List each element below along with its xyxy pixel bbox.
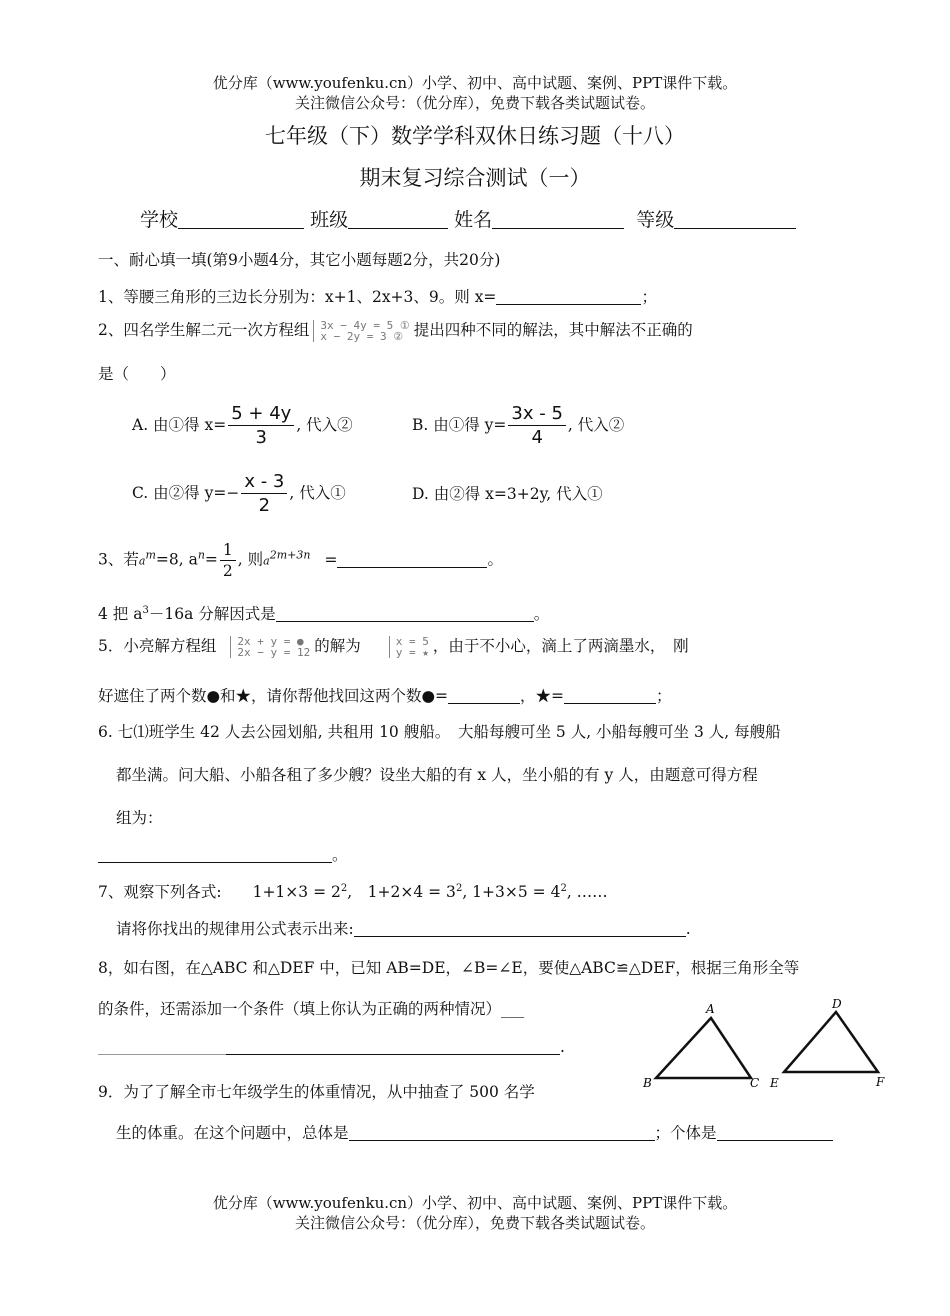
q8-answer-field-2[interactable]	[226, 1039, 560, 1056]
q1-answer-field[interactable]	[496, 289, 641, 306]
q4-answer-field[interactable]	[276, 606, 534, 623]
q9-population-field[interactable]	[349, 1125, 655, 1142]
question-6-line-1: 6. 七⑴班学生 42 人去公园划船, 共租用 10 艘船。 大船每艘可坐 5 人, 小船每艘可坐 3 人, 每艘船	[98, 723, 781, 741]
question-5: 5．小亮解方程组 2x + y = ● 2x − y = 12 的解为 x = 5 y = ★ ，由于不小心，滴上了两滴墨水， 刚	[98, 635, 689, 659]
name-field[interactable]	[492, 209, 624, 229]
option-d[interactable]: D. 由②得 x=3+2y, 代入①	[412, 485, 603, 503]
page-subtitle: 期末复习综合测试（一）	[359, 166, 591, 190]
triangle-def	[784, 1012, 878, 1072]
q3-answer-field[interactable]	[337, 551, 487, 568]
question-8-line-2: 的条件，还需添加一个条件（填上你认为正确的两种情况）___	[98, 1000, 525, 1018]
school-field[interactable]	[178, 209, 304, 229]
question-7-line-2: 请将你找出的规律用公式表示出来: .	[116, 920, 691, 938]
class-field[interactable]	[348, 209, 448, 229]
class-label: 班级	[310, 209, 349, 231]
student-info-line	[140, 205, 796, 232]
question-8-line-1: 8，如右图，在△ABC 和△DEF 中，已知 AB=DE，∠B=∠E，要使△ABC≌△DEF，根据三角形全等	[98, 959, 800, 977]
footer-line-2: 关注微信公众号：（优分库），免费下载各类试题试卷。	[294, 1214, 655, 1232]
dot-answer-field[interactable]	[448, 688, 520, 705]
question-2: 2、四名学生解二元一次方程组 3x − 4y = 5 ① x − 2y = 3 ② 提出四种不同的解法，其中解法不正确的	[98, 319, 693, 343]
option-a[interactable]: A. 由①得 x= $\frac{5 + 4y}{3}$ , 代入②	[132, 403, 353, 449]
q8-answer-field-1[interactable]	[98, 1039, 226, 1056]
question-9-line-2: 生的体重。在这个问题中，总体是 ；个体是	[116, 1121, 833, 1143]
name-label: 姓名	[454, 209, 493, 231]
question-7-line-1: 7、观察下列各式: $1+1\times 3 = 2^2$, $1+2\times 4 = 3^2$, $1+3\times 5 = 4^2$, ……	[98, 882, 608, 901]
option-b[interactable]: B. 由①得 y= $\frac{3x - 5}{4}$ , 代入②	[412, 403, 625, 449]
footer-line-1: 优分库（www.youfenku.cn）小学、初中、高中试题、案例、PPT课件下载。	[212, 1194, 738, 1212]
q7-answer-field[interactable]	[354, 921, 686, 938]
question-9-line-1: 9．为了了解全市七年级学生的体重情况，从中抽查了 500 名学	[98, 1083, 535, 1101]
header-line-1: 优分库（www.youfenku.cn）小学、初中、高中试题、案例、PPT课件下载。	[212, 74, 738, 92]
label-d: D	[832, 997, 842, 1011]
question-4: 4 把 $a^3-16a$ 分解因式是 。	[98, 604, 550, 623]
grade-field[interactable]	[674, 209, 796, 229]
option-c[interactable]: C. 由②得 y=− $\frac{x - 3}{2}$ , 代入①	[132, 471, 346, 517]
grade-label: 等级	[636, 209, 675, 231]
q6-answer-field[interactable]	[98, 847, 332, 864]
header-line-2: 关注微信公众号：（优分库），免费下载各类试题试卷。	[294, 94, 655, 112]
question-5-line-2: 好遮住了两个数●和★，请你帮他找回这两个数●= ，★= ；	[98, 687, 672, 705]
label-c: C	[750, 1076, 760, 1090]
label-e: E	[770, 1076, 779, 1090]
question-1: 1、等腰三角形的三边长分别为：x+1、2x+3、9。则 x= ；	[98, 288, 657, 306]
label-a: A	[706, 1002, 715, 1016]
equation-system-2: 2x + y = ● 2x − y = 12	[230, 636, 310, 658]
label-b: B	[643, 1076, 652, 1090]
star-answer-field[interactable]	[564, 688, 656, 705]
solution-system: x = 5 y = ★	[389, 636, 429, 658]
section-heading: 一、耐心填一填(第9小题4分，其它小题每题2分，共20分)	[98, 251, 501, 269]
q9-individual-field[interactable]	[717, 1125, 833, 1142]
label-f: F	[876, 1075, 885, 1089]
triangle-abc	[656, 1018, 751, 1078]
triangles-figure	[636, 996, 896, 1096]
question-2-line-2: 是（ ）	[98, 365, 176, 383]
page-title: 七年级（下）数学学科双休日练习题（十八）	[265, 124, 685, 148]
equation-system: 3x − 4y = 5 ① x − 2y = 3 ②	[313, 320, 409, 342]
school-label: 学校	[140, 209, 179, 231]
question-8-answer: .	[98, 1038, 565, 1056]
question-6-line-3: 组为：	[116, 809, 163, 827]
question-6-answer: 。	[98, 843, 348, 865]
question-6-line-2: 都坐满。问大船、小船各租了多少艘？设坐大船的有 x 人，坐小船的有 y 人，由题意可得方程	[116, 766, 758, 784]
question-3: 3、若$a^m=8$, $a^n=$ $\frac{1}{2}$ , 则$a^{2m+3n}$ = 。	[98, 541, 503, 581]
